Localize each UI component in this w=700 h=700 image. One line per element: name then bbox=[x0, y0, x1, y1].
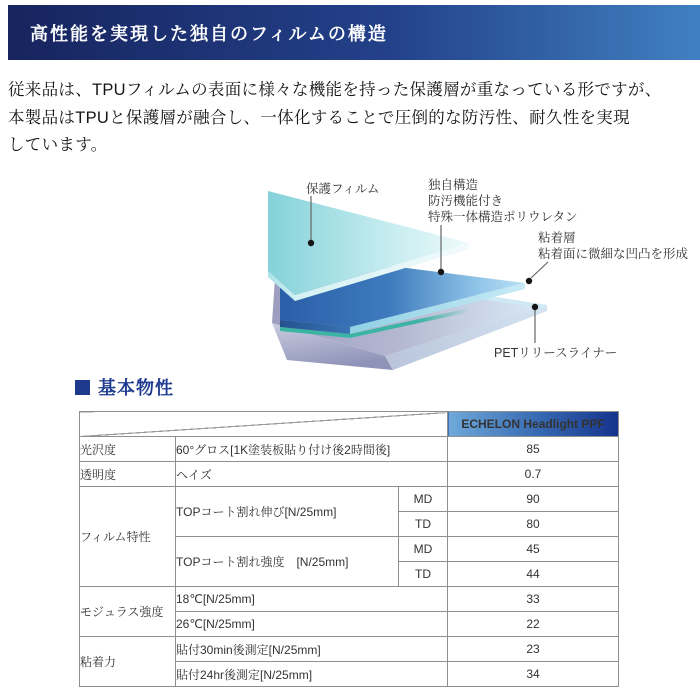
section-title-basic-properties bbox=[75, 374, 174, 400]
cell-category: 光沢度 bbox=[80, 437, 176, 462]
table-row-film-elong-md bbox=[80, 487, 619, 512]
cell-value: 80 bbox=[448, 512, 619, 537]
cell-condition: 貼付30min後測定[N/25mm] bbox=[176, 637, 448, 662]
label-line: 特殊一体構造ポリウレタン bbox=[428, 210, 578, 224]
cell-condition: ヘイズ bbox=[176, 462, 448, 487]
table-row-clarity bbox=[80, 462, 619, 487]
table-row-gloss bbox=[80, 437, 619, 462]
cell-value: 90 bbox=[448, 487, 619, 512]
header-banner bbox=[8, 5, 700, 60]
cell-direction: MD bbox=[399, 537, 448, 562]
cell-value: 45 bbox=[448, 537, 619, 562]
cell-value: 22 bbox=[448, 612, 619, 637]
cell-value: 0.7 bbox=[448, 462, 619, 487]
cell-value: 44 bbox=[448, 562, 619, 587]
basic-properties-table bbox=[79, 411, 619, 687]
cell-condition: 26℃[N/25mm] bbox=[176, 612, 448, 637]
cell-value: 33 bbox=[448, 587, 619, 612]
film-structure-diagram bbox=[0, 168, 700, 383]
cell-category: 粘着力 bbox=[80, 637, 176, 687]
label-line: 粘着層 bbox=[538, 231, 576, 245]
cell-value: 34 bbox=[448, 662, 619, 687]
cell-condition: TOPコート割れ伸び[N/25mm] bbox=[176, 487, 399, 537]
cell-condition: 60°グロス[1K塗装板貼り付け後2時間後] bbox=[176, 437, 448, 462]
section-square-icon bbox=[75, 380, 90, 395]
cell-value: 85 bbox=[448, 437, 619, 462]
intro-line: しています。 bbox=[8, 136, 108, 154]
table-row-modulus-18 bbox=[80, 587, 619, 612]
intro-line: 従来品は、TPUフィルムの表面に様々な機能を持った保護層が重なっている形ですが、 bbox=[8, 81, 662, 99]
cell-condition: 貼付24hr後測定[N/25mm] bbox=[176, 662, 448, 687]
table-header-row bbox=[80, 412, 619, 437]
label-protective-film: 保護フィルム bbox=[306, 182, 380, 196]
cell-condition: 18℃[N/25mm] bbox=[176, 587, 448, 612]
table-row-adhesion-30min bbox=[80, 637, 619, 662]
cell-category: モジュラス強度 bbox=[80, 587, 176, 637]
cell-direction: TD bbox=[399, 512, 448, 537]
label-line: 独自構造 bbox=[428, 178, 479, 192]
product-column-header: ECHELON Headlight PPF bbox=[448, 412, 619, 437]
cell-condition: TOPコート割れ強度 [N/25mm] bbox=[176, 537, 399, 587]
label-adhesive-layer bbox=[538, 230, 688, 262]
page-title: 高性能を実現した独自のフィルムの構造 bbox=[30, 23, 388, 44]
label-line: 粘着面に微細な凹凸を形成 bbox=[538, 247, 689, 261]
table-diagonal-cell bbox=[80, 412, 448, 437]
cell-category: 透明度 bbox=[80, 462, 176, 487]
cell-value: 23 bbox=[448, 637, 619, 662]
label-pet-liner: PETリリースライナー bbox=[494, 346, 618, 360]
section-title-text: 基本物性 bbox=[98, 378, 174, 398]
cell-category: フィルム特性 bbox=[80, 487, 176, 587]
cell-direction: TD bbox=[399, 562, 448, 587]
cell-direction: MD bbox=[399, 487, 448, 512]
intro-paragraph bbox=[8, 77, 696, 160]
label-unique-structure bbox=[428, 177, 578, 225]
intro-line: 本製品はTPUと保護層が融合し、一体化することで圧倒的な防汚性、耐久性を実現 bbox=[8, 108, 630, 127]
label-line: 防汚機能付き bbox=[428, 194, 504, 208]
